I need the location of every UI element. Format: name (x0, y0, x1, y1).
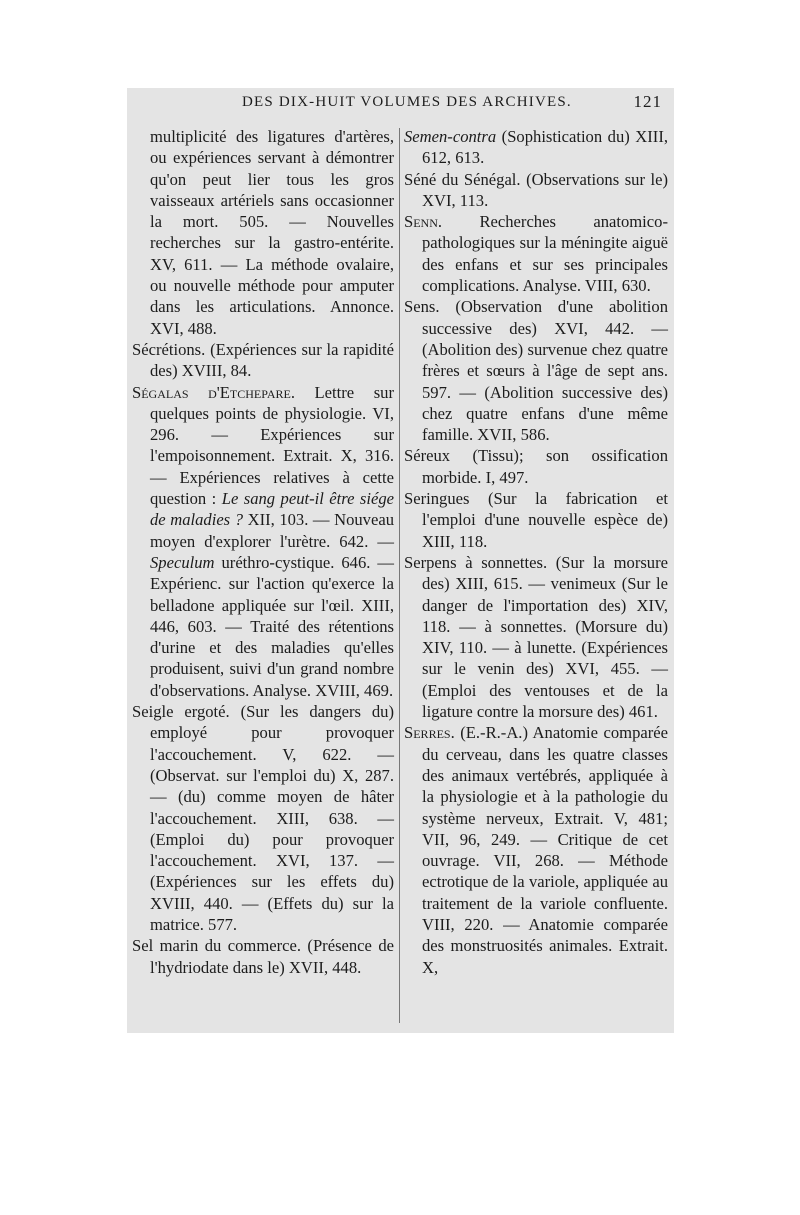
entry-text: Ségalas d'Etchepare. (132, 382, 295, 402)
index-entry (132, 935, 394, 978)
entry-text: multiplicité des ligatures d'artères, ou expériences servant à démontrer qu'on peut lier tous les gros vaisseaux artériels sans occasionner la mort. 505. — Nouvelles recherches sur la gastro-entérite. XV, 611. — La méthode ovalaire, ou nouvelle méthode pour amputer dans les articulations. Annonce. XVI, 488. (150, 127, 394, 338)
index-entry (132, 701, 394, 935)
running-header (127, 88, 674, 128)
left-column (132, 126, 394, 978)
header-title: DES DIX-HUIT VOLUMES DES ARCHIVES. (242, 94, 572, 110)
index-entry (404, 722, 668, 978)
index-entry (404, 211, 668, 296)
entry-text: Semen-contra (404, 127, 497, 146)
index-entry (404, 445, 668, 488)
entry-text: Speculum (150, 552, 215, 572)
index-entry (132, 382, 394, 701)
index-entry (132, 126, 394, 339)
entry-text: uréthro-cystique. 646. — Expérienc. sur l'action qu'exerce la belladone appliquée sur l'œil. XIII, 446, 603. — Traité des rétentions d'urine et des maladies qu'elles produisent, suivi d'un grand nombre d'observations. Analyse. XVIII, 469. (150, 552, 394, 700)
entry-text: Séné du Sénégal. (Observations sur le) XVI, 113. (404, 169, 668, 210)
entry-text: Serres. (404, 723, 455, 743)
column-divider (399, 128, 400, 1023)
entry-text: Séreux (Tissu); son ossification morbide. I, 497. (404, 446, 668, 487)
right-column (404, 126, 668, 978)
entry-text: Sel marin du commerce. (Présence de l'hydriodate dans le) XVII, 448. (132, 936, 394, 977)
entry-text: (Sophistication du) XIII, 612, 613. (422, 127, 668, 168)
entry-text: Le sang peut-il être siége de maladies ? (150, 489, 394, 530)
index-entry (404, 552, 668, 722)
entry-text: Lettre sur quelques points de physiologie. VI, 296. — Expériences sur l'empoisonnement. Extrait. X, 316. — Expériences relatives à cette question : (150, 382, 394, 509)
book-page (127, 88, 674, 1033)
index-entry (404, 488, 668, 552)
entry-text: Senn. (404, 212, 443, 232)
index-entry (404, 169, 668, 212)
index-entry (404, 126, 668, 169)
entry-text: Serpens à sonnettes. (Sur la morsure des) XIII, 615. — venimeux (Sur le danger de l'importation des) XIV, 118. — à sonnettes. (Morsure du) XIV, 110. — à lunette. (Expériences sur le venin des) XVI, 455. — (Emploi des ventouses et de la ligature contre la morsure des) 461. (404, 552, 668, 722)
page-number: 121 (633, 92, 662, 111)
entry-text: Recherches anatomico-pathologiques sur la méningite aiguë des enfans et sur ses principales complications. Analyse. VIII, 630. (422, 212, 668, 296)
entry-text: Sécrétions. (Expériences sur la rapidité des) XVIII, 84. (132, 339, 394, 381)
index-entry (404, 296, 668, 445)
entry-text: XII, 103. — Nouveau moyen d'explorer l'urètre. 642. — (150, 510, 394, 551)
entry-text: Sens. (Observation d'une abolition successive des) XVI, 442. — (Abolition des) survenue chez quatre frères et sœurs à l'âge de sept ans. 597. — (Abolition successive des) chez quatre enfans d'une même famille. XVII, 586. (404, 297, 668, 445)
entry-text: (E.-R.-A.) Anatomie comparée du cerveau, dans les quatre classes des animaux vertébrés, appliquée à la physiologie et à la pathologie du système nerveux, Extrait. V, 481; VII, 96, 249. — Critique de cet ouvrage. VII, 268. — Méthode ectrotique de la variole, appliquée au traitement de la variole confluente. VIII, 220. — Anatomie comparée des monstruosités animales. Extrait. X, (422, 723, 668, 977)
entry-text: Seigle ergoté. (Sur les dangers du) employé pour provoquer l'accouchement. V, 622. — (Observat. sur l'emploi du) X, 287. — (du) comme moyen de hâter l'accouchement. XIII, 638. — (Emploi du) pour provoquer l'accouchement. XVI, 137. — (Expériences sur les effets du) XVIII, 440. — (Effets du) sur la matrice. 577. (132, 702, 394, 934)
index-entry (132, 339, 394, 382)
entry-text: Seringues (Sur la fabrication et l'emploi d'une nouvelle espèce de) XIII, 118. (404, 489, 668, 551)
